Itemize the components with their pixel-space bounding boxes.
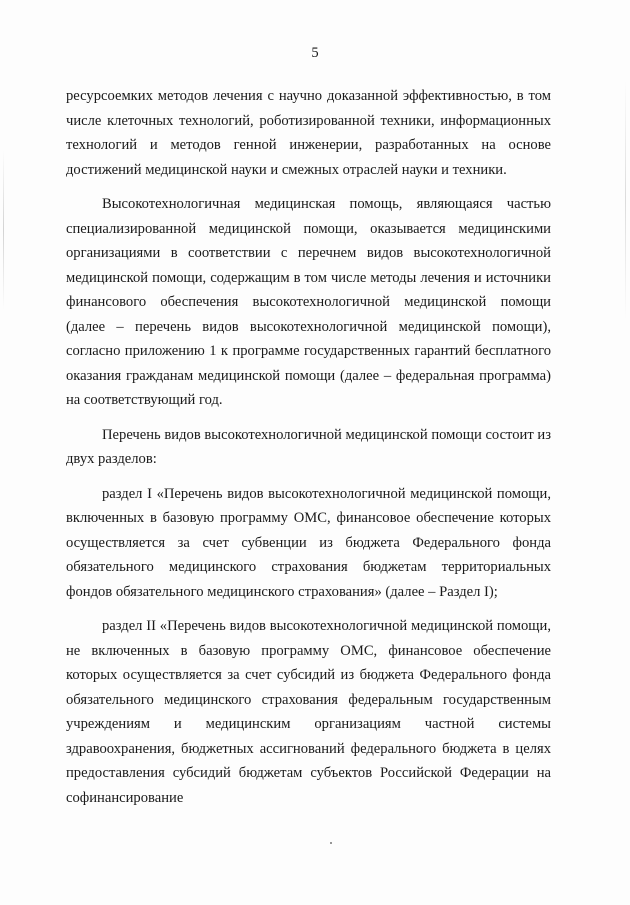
scan-speck (330, 842, 332, 844)
scan-edge-left (3, 150, 4, 310)
paragraph-continuation: ресурсоемких методов лечения с научно доказанной эффективностью, в том числе клеточных технологий, роботизированной техники, информационных технологий и методов генной инженерии, разработанных на основе достижений медицинской науки и смежных отраслей науки и техники. (66, 88, 551, 178)
paragraph-section-1: раздел I «Перечень видов высокотехнологичной медицинской помощи, включенных в базовую программу ОМС, финансовое обеспечение которых осуществляется за счет субвенции из бюджета Федерального фонда обязательного медицинского страхования бюджетам территориальных фондов обязательного медицинского страхования» (далее – Раздел I); (66, 485, 551, 600)
body-text (66, 84, 551, 820)
paragraph-sections-intro: Перечень видов высокотехнологичной медицинской помощи состоит из двух разделов: (66, 426, 551, 467)
scan-edge-right (625, 80, 626, 320)
paragraph-high-tech-care: Высокотехнологичная медицинская помощь, являющаяся частью специализированной медицинской помощи, оказывается медицинскими организациями в соответствии с перечнем видов высокотехнологичной медицинской помощи, содержащим в том числе методы лечения и источники финансового обеспечения высокотехнологичной медицинской помощи (далее – перечень видов высокотехнологичной медицинской помощи), согласно приложению 1 к программе государственных гарантий бесплатного оказания гражданам медицинской помощи (далее – федеральная программа) на соответствующий год. (66, 196, 551, 408)
paragraph-section-2: раздел II «Перечень видов высокотехнологичной медицинской помощи, не включенных в базовую программу ОМС, финансовое обеспечение которых осуществляется за счет субсидий из бюджета Федерального фонда обязательного медицинского страхования федеральным государственным учреждениям и медицинским организациям частной системы здравоохранения, бюджетных ассигнований федерального бюджета в целях предоставления субсидий бюджетам субъектов Российской Федерации на софинансирование (66, 618, 551, 806)
page-number: 5 (311, 45, 319, 61)
